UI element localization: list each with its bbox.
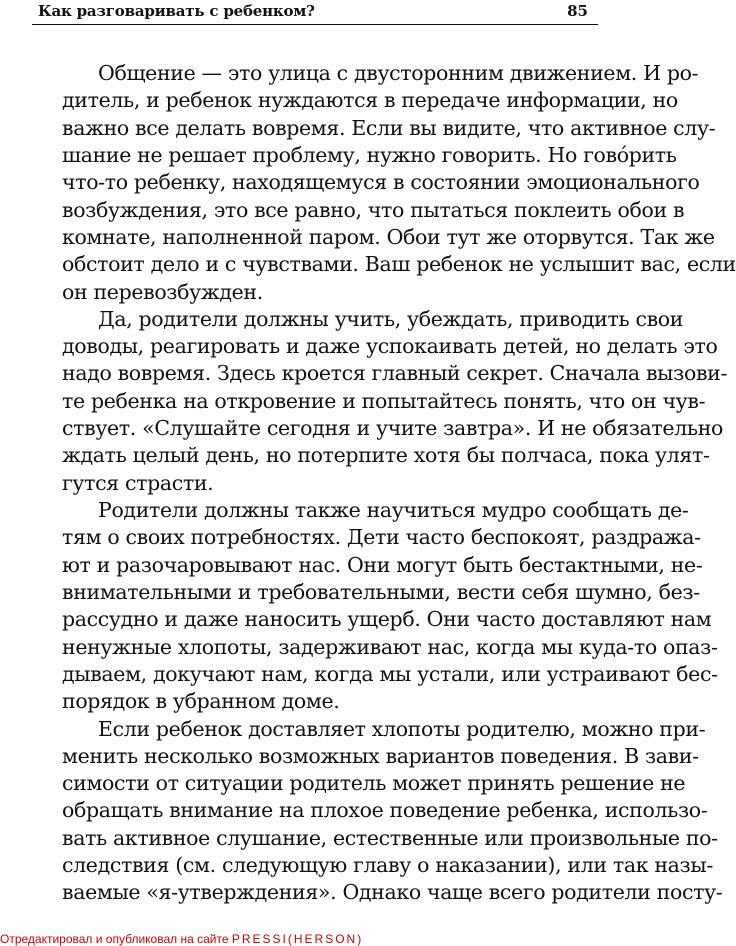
text-line: вать активное слушание, естественные или произвольные по- xyxy=(62,825,718,850)
text-line: комнате, наполненной паром. Обои тут же оторвутся. Так же xyxy=(62,224,715,249)
text-line: доводы, реагировать и даже успокаивать детей, но делать это xyxy=(62,334,718,359)
footer-credit xyxy=(0,932,363,946)
text-line: ют и разочаровывают нас. Они могут быть бестактными, не- xyxy=(62,552,703,577)
text-line: рассудно и даже наносить ущерб. Они часто доставляют нам xyxy=(62,607,712,632)
text-line: порядок в убранном доме. xyxy=(62,689,340,714)
text-line: внимательными и требовательными, вести себя шумно, без- xyxy=(62,579,700,604)
text-line: ждать целый день, но потерпите хотя бы полчаса, пока улят- xyxy=(62,443,710,468)
text-line: ненужные хлопоты, задерживают нас, когда мы куда-то опаз- xyxy=(62,634,718,659)
text-line: дываем, докучают нам, когда мы устали, или устраивают бес- xyxy=(62,661,718,686)
body-text xyxy=(62,60,736,907)
running-title: Как разговаривать с ребенком? xyxy=(38,2,315,20)
text-line: ваемые «я-утверждения». Однако чаще всего родители посту- xyxy=(62,880,723,905)
text-line: те ребенка на откровение и попытайтесь понять, что он чув- xyxy=(62,388,706,413)
text-line: Родители должны также научиться мудро сообщать де- xyxy=(98,498,689,522)
text-line: Если ребенок доставляет хлопоты родителю, можно при- xyxy=(98,716,706,741)
text-line: ствует. «Слушайте сегодня и учите завтра». И не обязательно xyxy=(62,416,723,441)
text-line: Общение — это улица с двусторонним движением. И ро- xyxy=(98,61,699,85)
text-line: он перевозбужден. xyxy=(62,279,263,304)
text-line: возбуждения, это все равно, что пытаться поклеить обои в xyxy=(62,197,685,222)
text-line: обращать внимание на плохое поведение ребенка, использо- xyxy=(62,798,708,823)
text-line: дитель, и ребенок нуждаются в передаче информации, но xyxy=(62,88,678,113)
page-number: 85 xyxy=(567,2,588,20)
text-line: симости от ситуации родитель может принять решение не xyxy=(62,771,686,796)
footer-credit-text: Отредактировал и опубликовал на сайте xyxy=(0,932,229,946)
text-line: менить несколько возможных вариантов поведения. В зави- xyxy=(62,743,699,768)
text-line: гутся страсти. xyxy=(62,470,214,495)
text-line: надо вовремя. Здесь кроется главный секрет. Сначала вызови- xyxy=(62,361,728,386)
page-header xyxy=(32,0,598,25)
text-line: шание не решает проблему, нужно говорить. Но говóрить xyxy=(62,142,677,167)
text-line: важно все делать вовремя. Если вы видите, что активное слу- xyxy=(62,115,716,140)
text-line: что-то ребенку, находящемуся в состоянии эмоционального xyxy=(62,170,700,195)
footer-site-link[interactable]: PRESSI(HERSON) xyxy=(231,932,364,946)
text-line: тям о своих потребностях. Дети часто беспокоят, раздража- xyxy=(62,525,701,550)
text-line: Да, родители должны учить, убеждать, приводить свои xyxy=(98,306,684,331)
text-line: обстоит дело и с чувствами. Ваш ребенок не услышит вас, если xyxy=(62,252,736,277)
text-line: следствия (см. следующую главу о наказании), или так назы- xyxy=(62,853,713,878)
